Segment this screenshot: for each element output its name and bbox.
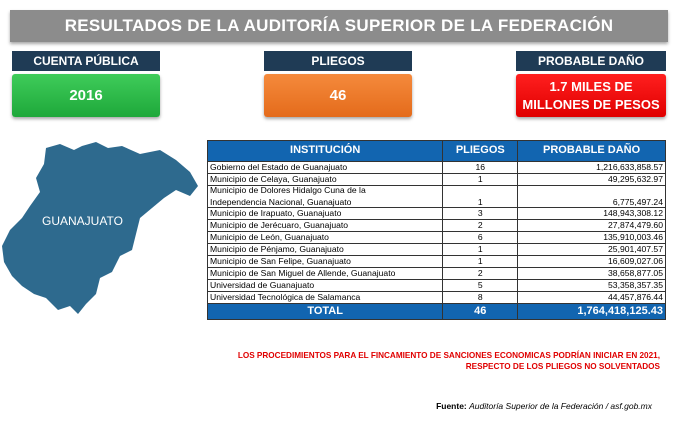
row-pliegos: 2 — [443, 220, 518, 232]
row-pliegos: 3 — [443, 208, 518, 220]
row-dano: 16,609,027.06 — [518, 256, 666, 268]
table-row — [208, 232, 666, 244]
row-pliegos: 2 — [443, 268, 518, 280]
probable-dano-label: PROBABLE DAÑO — [516, 51, 666, 71]
table-row — [208, 292, 666, 304]
row-institucion: Municipio de San Felipe, Guanajuato — [208, 256, 443, 268]
row-pliegos: 5 — [443, 280, 518, 292]
row-institucion — [208, 186, 443, 208]
table-total-row — [208, 304, 666, 320]
guanajuato-map — [0, 138, 205, 318]
row-pliegos: 6 — [443, 232, 518, 244]
row-dano: 25,901,407.57 — [518, 244, 666, 256]
row-institucion: Universidad Tecnológica de Salamanca — [208, 292, 443, 304]
source-text: Auditoría Superior de la Federación / asf.gob.mx — [469, 401, 652, 411]
row-dano: 27,874,479.60 — [518, 220, 666, 232]
row-dano: 1,216,633,858.57 — [518, 162, 666, 174]
page-title: RESULTADOS DE LA AUDITORÍA SUPERIOR DE LA FEDERACIÓN — [10, 10, 668, 42]
note-line2: RESPECTO DE LOS PLIEGOS NO SOLVENTADOS — [465, 362, 660, 371]
procedimientos-note — [200, 350, 660, 372]
cuenta-publica-label: CUENTA PÚBLICA — [12, 51, 160, 71]
row-pliegos: 1 — [443, 174, 518, 186]
pliegos-label: PLIEGOS — [264, 51, 412, 71]
table-row — [208, 256, 666, 268]
row-institucion: Universidad de Guanajuato — [208, 280, 443, 292]
row-dano: 135,910,003.46 — [518, 232, 666, 244]
table-row — [208, 208, 666, 220]
total-pliegos: 46 — [443, 304, 518, 320]
total-dano: 1,764,418,125.43 — [518, 304, 666, 320]
header-pliegos: PLIEGOS — [443, 141, 518, 162]
header-probable-dano: PROBABLE DAÑO — [518, 141, 666, 162]
row-institucion: Municipio de Irapuato, Guanajuato — [208, 208, 443, 220]
audit-table — [207, 140, 666, 320]
source-citation — [300, 401, 652, 411]
row-pliegos: 1 — [443, 244, 518, 256]
header-institucion: INSTITUCIÓN — [208, 141, 443, 162]
table-row — [208, 268, 666, 280]
table-row — [208, 220, 666, 232]
row-pliegos: 16 — [443, 162, 518, 174]
row-institucion: Gobierno del Estado de Guanajuato — [208, 162, 443, 174]
probable-dano-value-line1: 1.7 MILES DE — [549, 78, 633, 94]
row-dano: 44,457,876.44 — [518, 292, 666, 304]
row-pliegos: 1 — [443, 186, 518, 208]
table-row — [208, 244, 666, 256]
row-institucion: Municipio de Jerécuaro, Guanajuato — [208, 220, 443, 232]
row-dano: 148,943,308.12 — [518, 208, 666, 220]
row-institucion: Municipio de Celaya, Guanajuato — [208, 174, 443, 186]
table-row — [208, 162, 666, 174]
row-pliegos: 1 — [443, 256, 518, 268]
total-label: TOTAL — [208, 304, 443, 320]
map-label: GUANAJUATO — [42, 214, 123, 228]
table-row — [208, 174, 666, 186]
row-dano: 38,658,877.05 — [518, 268, 666, 280]
row-institucion: Municipio de San Miguel de Allende, Guanajuato — [208, 268, 443, 280]
row-institucion-line1: Municipio de Dolores Hidalgo Cuna de la — [210, 185, 366, 195]
row-dano: 53,358,357.35 — [518, 280, 666, 292]
table-row — [208, 280, 666, 292]
probable-dano-value — [516, 74, 666, 117]
cuenta-publica-value: 2016 — [12, 74, 160, 117]
note-line1: LOS PROCEDIMIENTOS PARA EL FINCAMIENTO DE SANCIONES ECONOMICAS PODRÍAN INICIAR EN 2021, — [237, 351, 660, 360]
row-pliegos: 8 — [443, 292, 518, 304]
probable-dano-value-line2: MILLONES DE PESOS — [522, 96, 660, 112]
pliegos-value: 46 — [264, 74, 412, 117]
row-institucion-line2: Independencia Nacional, Guanajuato — [210, 197, 352, 208]
row-dano: 6,775,497.24 — [518, 186, 666, 208]
row-dano: 49,295,632.97 — [518, 174, 666, 186]
row-institucion: Municipio de León, Guanajuato — [208, 232, 443, 244]
row-institucion: Municipio de Pénjamo, Guanajuato — [208, 244, 443, 256]
guanajuato-map-shape — [2, 142, 198, 314]
table-header-row — [208, 141, 666, 162]
table-row — [208, 186, 666, 208]
source-label: Fuente: — [436, 401, 467, 411]
